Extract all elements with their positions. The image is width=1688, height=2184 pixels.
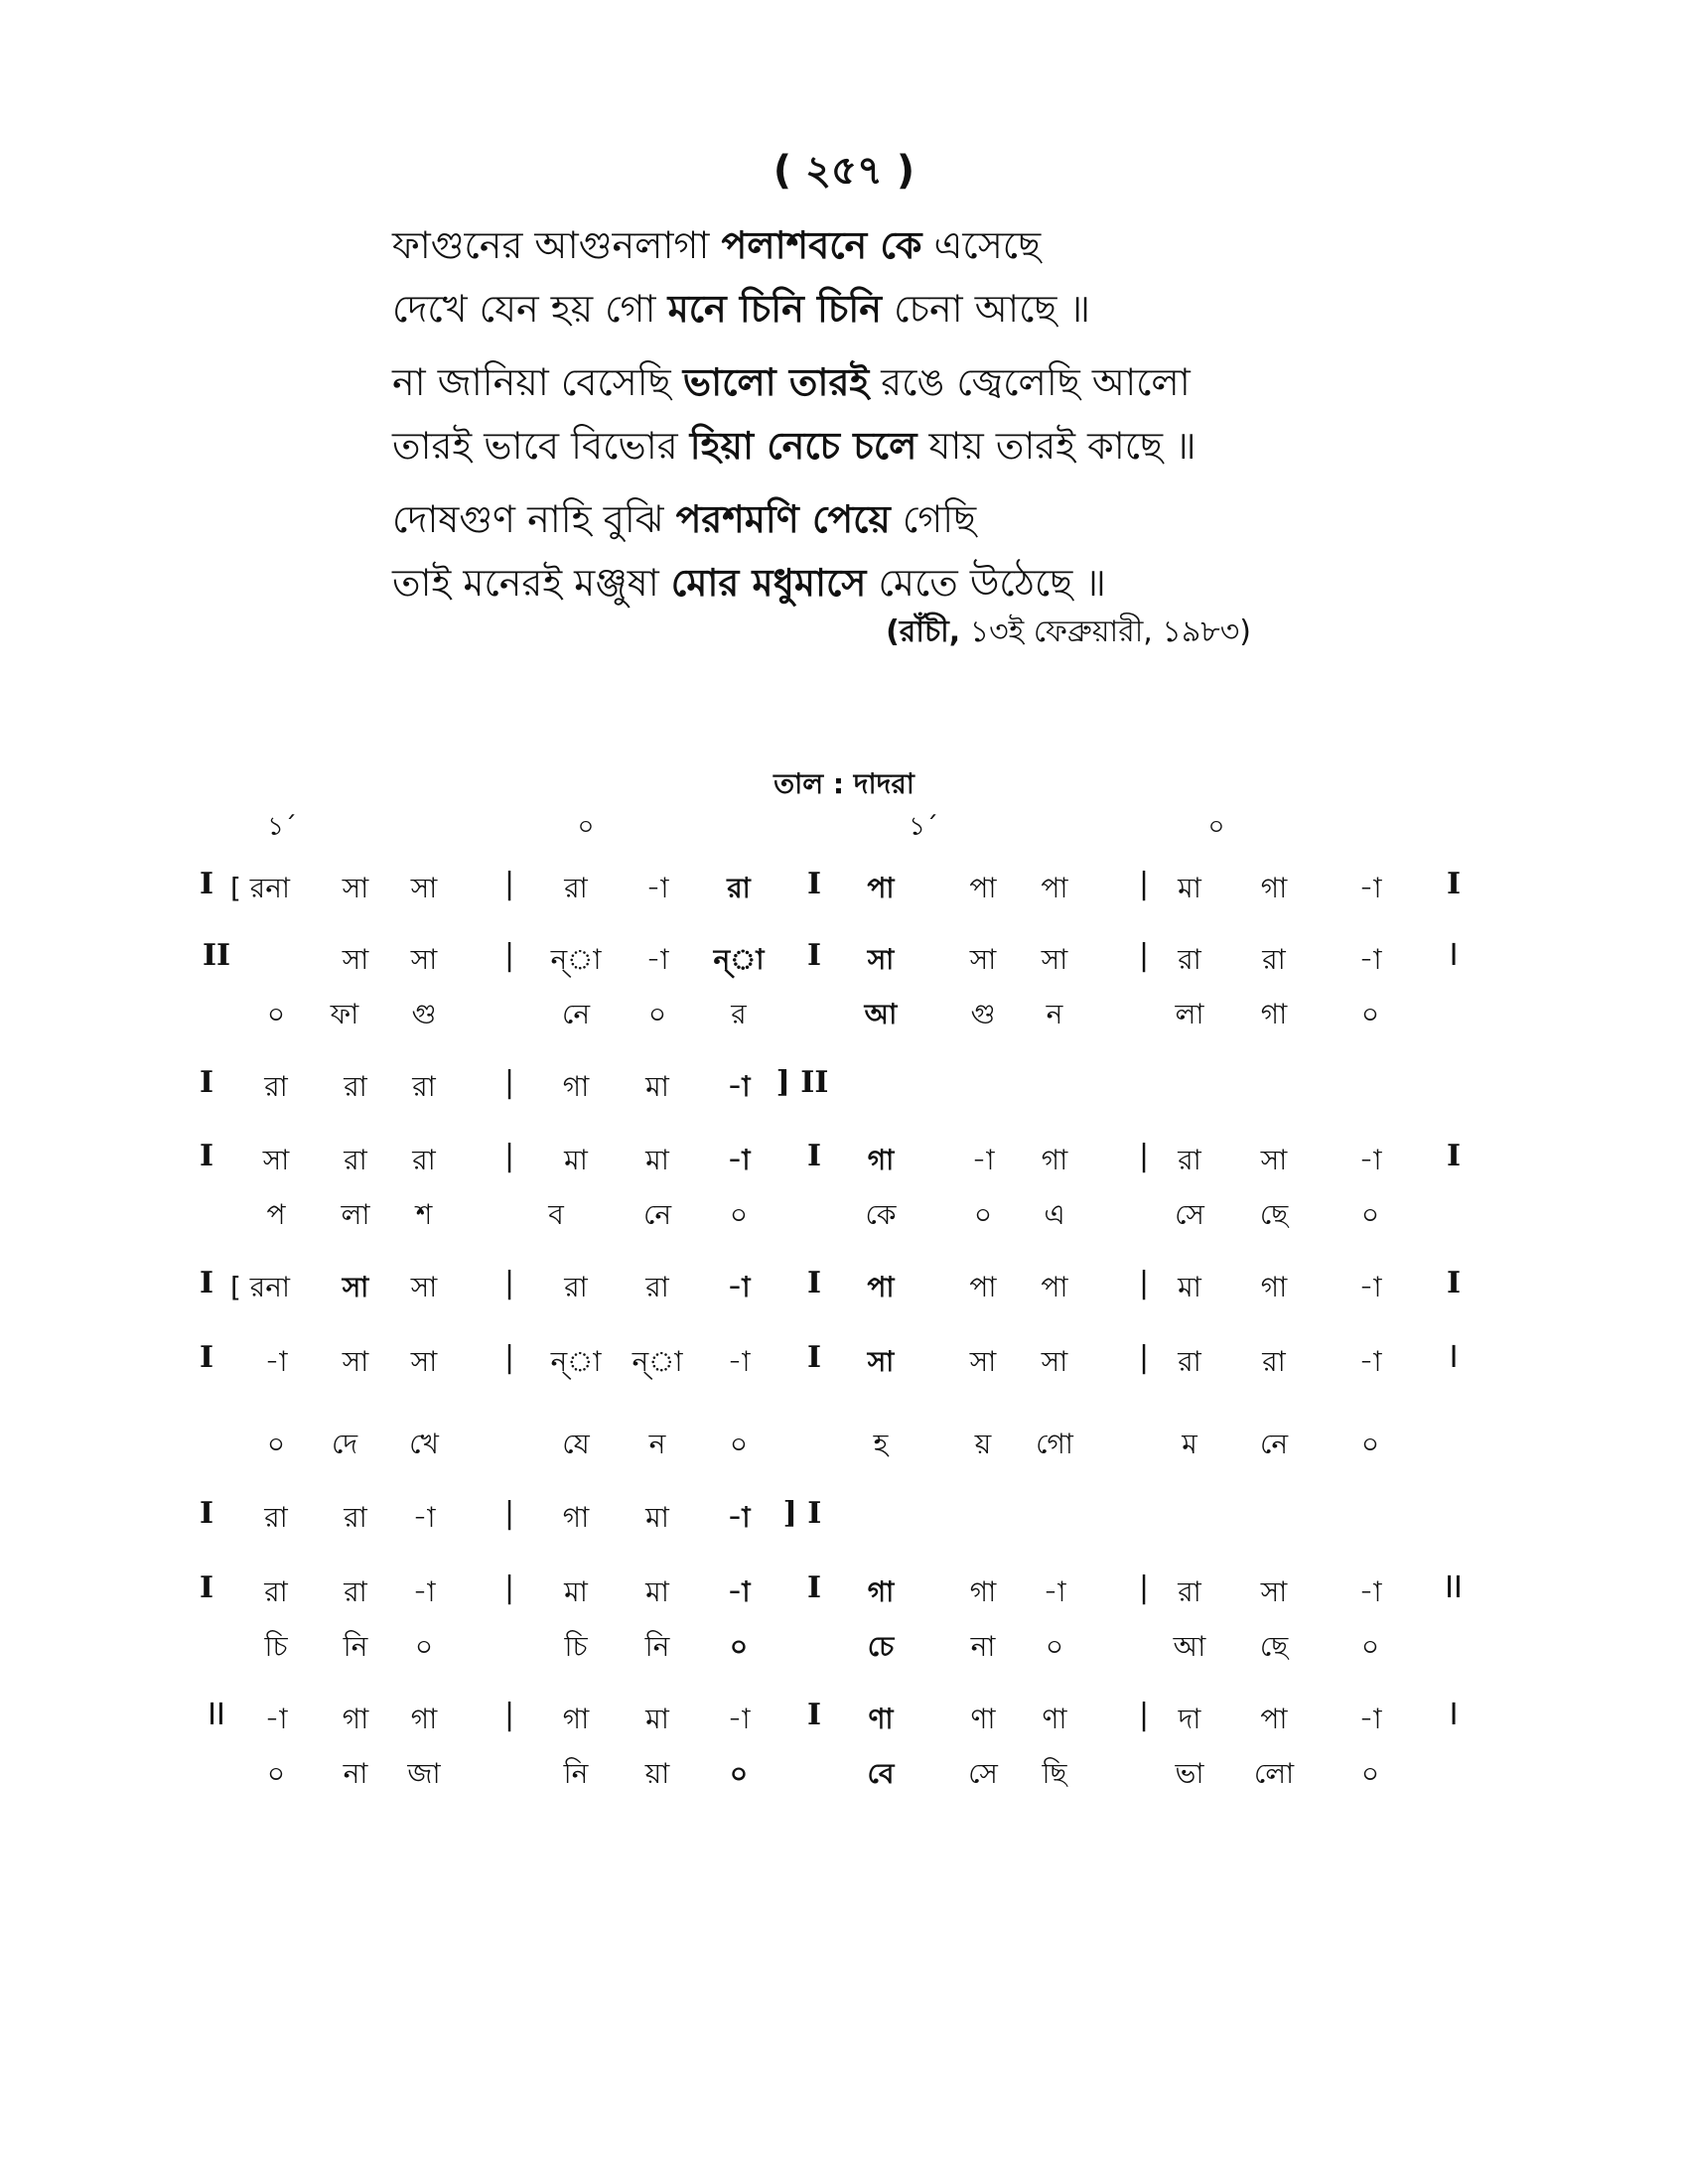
notation-symbol: -া bbox=[727, 1144, 751, 1176]
notation-symbol: গো bbox=[1036, 1428, 1073, 1460]
bar-line: | bbox=[1138, 1570, 1150, 1605]
lyrics-segment: তারই ভাবে বিভোর bbox=[392, 424, 690, 468]
notation-symbol: -া bbox=[645, 872, 669, 904]
notation-symbol: রা bbox=[1178, 943, 1201, 976]
lyrics-segment: মনে চিনি চিনি bbox=[667, 287, 882, 331]
notation-symbol: সা bbox=[342, 943, 369, 976]
notation-symbol: -া bbox=[727, 1501, 751, 1534]
notation-symbol: ণা bbox=[868, 1703, 894, 1735]
bar-line: I bbox=[1449, 938, 1459, 973]
notation-symbol: পা bbox=[1041, 1271, 1068, 1303]
notation-symbol: ন্‌া bbox=[632, 1345, 683, 1378]
notation-symbol: রা bbox=[564, 1271, 588, 1303]
notation-symbol: সা bbox=[1260, 1575, 1288, 1608]
notation-symbol: সে bbox=[968, 1757, 998, 1790]
notation-symbol: মা bbox=[645, 1575, 669, 1608]
bar-line: | bbox=[503, 938, 515, 973]
bar-line: I bbox=[199, 1139, 214, 1173]
notation-symbol: -া bbox=[1358, 1271, 1382, 1303]
notation-symbol: ০ bbox=[1360, 1757, 1380, 1790]
notation-symbol: য়া bbox=[644, 1757, 670, 1790]
notation-symbol: -া bbox=[727, 1070, 751, 1103]
notation-symbol: চি bbox=[564, 1630, 588, 1663]
tala-label: তাল : দাদরা bbox=[774, 767, 914, 800]
lyrics-segment: দোষগুণ নাহি বুঝি bbox=[392, 497, 676, 541]
notation-symbol: সা bbox=[969, 943, 997, 976]
notation-symbol: য় bbox=[974, 1428, 992, 1460]
notation-symbol: ০ bbox=[729, 1198, 749, 1231]
bar-line: | bbox=[503, 1139, 515, 1173]
lyrics-segment: ভালো তারই bbox=[682, 360, 870, 404]
lyrics-segment: মেতে উঠেছে ॥ bbox=[866, 561, 1106, 605]
notation-symbol: সা bbox=[867, 1345, 895, 1378]
bar-line: | bbox=[503, 867, 515, 901]
notation-symbol: নি bbox=[343, 1630, 368, 1663]
notation-symbol: ০ bbox=[973, 1198, 993, 1231]
bar-line: | bbox=[1138, 1139, 1150, 1173]
notation-symbol: ন bbox=[648, 1428, 666, 1460]
notation-symbol: ০ bbox=[729, 1630, 749, 1663]
notation-symbol: সা bbox=[1260, 1144, 1288, 1176]
notation-symbol: ছি bbox=[1042, 1757, 1067, 1790]
notation-symbol: ০ bbox=[414, 1630, 434, 1663]
lyrics-segment: পলাশবনে কে bbox=[721, 223, 922, 267]
notation-symbol: গা bbox=[1041, 1144, 1068, 1176]
lyrics-segment: হিয়া নেচে চলে bbox=[689, 424, 917, 468]
lyrics-segment: যায় তারই কাছে ॥ bbox=[916, 424, 1196, 468]
bar-line: ] II bbox=[775, 1065, 829, 1100]
notation-symbol: -া bbox=[412, 1575, 436, 1608]
notation-symbol: লো bbox=[1253, 1757, 1295, 1790]
bar-line: | bbox=[503, 1570, 515, 1605]
bar-line: | bbox=[1138, 867, 1150, 901]
notation-symbol: গু bbox=[970, 998, 996, 1030]
notation-symbol: চে bbox=[867, 1630, 895, 1663]
notation-symbol: যে bbox=[562, 1428, 590, 1460]
notation-symbol: ন্‌া bbox=[550, 1345, 602, 1378]
notation-symbol: না bbox=[970, 1630, 996, 1663]
notation-symbol: গা bbox=[562, 1501, 590, 1534]
notation-symbol: ব bbox=[548, 1198, 564, 1231]
notation-symbol: ণা bbox=[1042, 1703, 1067, 1735]
notation-symbol: -া bbox=[264, 1345, 288, 1378]
notation-symbol: ০ bbox=[1045, 1630, 1064, 1663]
tala-marker: ০ bbox=[1207, 812, 1225, 842]
bar-line: I bbox=[199, 867, 214, 901]
lyrics-segment: এসেছে bbox=[921, 223, 1042, 267]
notation-symbol: ০ bbox=[1360, 998, 1380, 1030]
notation-symbol: মা bbox=[645, 1070, 669, 1103]
notation-symbol: [ রনা bbox=[229, 1271, 291, 1303]
bar-line: I bbox=[1449, 1340, 1459, 1375]
notation-symbol: কে bbox=[865, 1198, 897, 1231]
lyrics-segment: পরশমণি পেয়ে bbox=[675, 497, 891, 541]
bar-line: | bbox=[503, 1340, 515, 1375]
notation-symbol: না bbox=[343, 1757, 368, 1790]
notation-symbol: ০ bbox=[1360, 1198, 1380, 1231]
notation-symbol: গা bbox=[562, 1070, 590, 1103]
notation-symbol: -া bbox=[1358, 1345, 1382, 1378]
notation-symbol: মা bbox=[645, 1501, 669, 1534]
notation-symbol: সা bbox=[342, 1345, 369, 1378]
bar-line: I bbox=[806, 1139, 822, 1173]
notation-symbol: গা bbox=[1260, 872, 1288, 904]
tala-marker: ১´ bbox=[909, 812, 938, 842]
notation-symbol: গা bbox=[410, 1703, 438, 1735]
notation-symbol: নে bbox=[561, 998, 591, 1030]
notation-symbol: রা bbox=[264, 1575, 288, 1608]
notation-symbol: আ bbox=[1173, 1630, 1206, 1663]
lyrics-segment: চেনা আছে ॥ bbox=[881, 287, 1090, 331]
notation-symbol: -া bbox=[1358, 1703, 1382, 1735]
notation-symbol: নে bbox=[1259, 1428, 1289, 1460]
notation-symbol: গা bbox=[562, 1703, 590, 1735]
bar-line: I bbox=[1446, 1266, 1462, 1300]
notation-symbol: ণা bbox=[970, 1703, 996, 1735]
notation-symbol: -া bbox=[1358, 872, 1382, 904]
bar-line: I bbox=[1446, 867, 1462, 901]
bar-line: I bbox=[806, 867, 822, 901]
notation-symbol: মা bbox=[645, 1144, 669, 1176]
bar-line: | bbox=[1138, 938, 1150, 973]
notation-symbol: পা bbox=[867, 872, 895, 904]
notation-symbol: রা bbox=[344, 1501, 367, 1534]
notation-symbol: ছে bbox=[1259, 1198, 1289, 1231]
notation-symbol: রা bbox=[1262, 1345, 1286, 1378]
notation-symbol: আ bbox=[864, 998, 898, 1030]
composition-place: (রাঁচী, bbox=[886, 614, 961, 649]
notation-symbol: মা bbox=[564, 1144, 588, 1176]
notation-symbol: ন bbox=[1046, 998, 1063, 1030]
notation-symbol: এ bbox=[1044, 1198, 1065, 1231]
notation-symbol: সা bbox=[410, 872, 438, 904]
notation-symbol: সা bbox=[1041, 1345, 1068, 1378]
notation-symbol: গা bbox=[867, 1575, 895, 1608]
notation-symbol: লা bbox=[1175, 998, 1204, 1030]
notation-symbol: ছে bbox=[1259, 1630, 1289, 1663]
notation-symbol: রা bbox=[412, 1144, 436, 1176]
notation-symbol: রা bbox=[344, 1144, 367, 1176]
notation-symbol: গা bbox=[1260, 998, 1288, 1030]
bar-line: | bbox=[1138, 1340, 1150, 1375]
notation-symbol: হ bbox=[873, 1428, 889, 1460]
notation-symbol: -া bbox=[971, 1144, 995, 1176]
notation-symbol: -া bbox=[645, 943, 669, 976]
bar-line: II bbox=[208, 1698, 225, 1732]
bar-line: | bbox=[503, 1065, 515, 1100]
bar-line: I bbox=[1446, 1139, 1462, 1173]
notation-symbol: সা bbox=[342, 872, 369, 904]
bar-line: I bbox=[1449, 1698, 1459, 1732]
notation-symbol: [ রনা bbox=[229, 872, 291, 904]
notation-symbol: সা bbox=[867, 943, 895, 976]
bar-line: I bbox=[199, 1340, 214, 1375]
tala-marker: ১´ bbox=[267, 812, 297, 842]
bar-line: ] I bbox=[782, 1496, 822, 1531]
notation-symbol: ন্‌া bbox=[550, 943, 602, 976]
notation-symbol: -া bbox=[727, 1345, 751, 1378]
notation-symbol: খে bbox=[409, 1428, 439, 1460]
notation-symbol: ভা bbox=[1175, 1757, 1204, 1790]
bar-line: | bbox=[503, 1266, 515, 1300]
notation-symbol: গা bbox=[1260, 1271, 1288, 1303]
bar-line: II bbox=[202, 938, 231, 973]
notation-symbol: মা bbox=[645, 1703, 669, 1735]
notation-symbol: -া bbox=[1043, 1575, 1066, 1608]
notation-symbol: সে bbox=[1175, 1198, 1204, 1231]
notation-symbol: বে bbox=[867, 1757, 895, 1790]
lyrics-segment: দেখে যেন হয় গো bbox=[392, 287, 668, 331]
notation-symbol: রা bbox=[564, 872, 588, 904]
notation-symbol: রা bbox=[1178, 1575, 1201, 1608]
notation-symbol: প bbox=[266, 1198, 286, 1231]
notation-symbol: -া bbox=[1358, 1575, 1382, 1608]
bar-line: I bbox=[806, 938, 822, 973]
notation-symbol: সা bbox=[410, 1271, 438, 1303]
notation-symbol: -া bbox=[727, 1703, 751, 1735]
notation-symbol: সা bbox=[262, 1144, 290, 1176]
notation-symbol: -া bbox=[727, 1271, 751, 1303]
notation-symbol: মা bbox=[1178, 872, 1201, 904]
notation-symbol: রা bbox=[1178, 1345, 1201, 1378]
notation-symbol: ০ bbox=[647, 998, 667, 1030]
notation-symbol: রা bbox=[727, 872, 751, 904]
bar-line: I bbox=[806, 1340, 822, 1375]
notation-symbol: গা bbox=[969, 1575, 997, 1608]
bar-line: I bbox=[199, 1266, 214, 1300]
notation-symbol: রা bbox=[1262, 943, 1286, 976]
lyrics-segment: না জানিয়া বেসেছি bbox=[392, 360, 683, 404]
lyrics-segment: তাই মনেরই মঞ্জুষা bbox=[392, 561, 671, 605]
notation-symbol: সা bbox=[342, 1271, 369, 1303]
bar-line: I bbox=[199, 1570, 214, 1605]
notation-symbol: রা bbox=[1178, 1144, 1201, 1176]
notation-symbol: ম bbox=[1182, 1428, 1197, 1460]
notation-symbol: -া bbox=[1358, 943, 1382, 976]
bar-line: I bbox=[199, 1496, 214, 1531]
page-number: ( ২৫৭ ) bbox=[773, 148, 915, 194]
notation-symbol: নি bbox=[644, 1630, 670, 1663]
bar-line: | bbox=[1138, 1698, 1150, 1732]
tala-marker: ০ bbox=[577, 812, 595, 842]
bar-line: | bbox=[503, 1496, 515, 1531]
notation-symbol: রা bbox=[412, 1070, 436, 1103]
notation-symbol: জা bbox=[407, 1757, 441, 1790]
notation-symbol: ০ bbox=[1360, 1630, 1380, 1663]
notation-symbol: ০ bbox=[1360, 1428, 1380, 1460]
notation-symbol: গা bbox=[867, 1144, 895, 1176]
notation-symbol: নি bbox=[563, 1757, 589, 1790]
notation-symbol: পা bbox=[1041, 872, 1068, 904]
notation-symbol: -া bbox=[1358, 1144, 1382, 1176]
notation-symbol: সা bbox=[410, 943, 438, 976]
notation-symbol: ০ bbox=[729, 1428, 749, 1460]
notation-symbol: -া bbox=[264, 1703, 288, 1735]
notation-symbol: র bbox=[731, 998, 747, 1030]
notation-symbol: রা bbox=[344, 1070, 367, 1103]
bar-line: II bbox=[1445, 1570, 1463, 1605]
notation-symbol: -া bbox=[412, 1501, 436, 1534]
lyrics-segment: রঙে জ্বেলেছি আলো bbox=[869, 360, 1191, 404]
notation-symbol: দে bbox=[331, 1428, 358, 1460]
notation-symbol: সা bbox=[969, 1345, 997, 1378]
lyrics-segment: ফাগুনের আগুনলাগা bbox=[392, 223, 722, 267]
notation-symbol: পা bbox=[1260, 1703, 1288, 1735]
notation-symbol: -া bbox=[727, 1575, 751, 1608]
notation-symbol: লা bbox=[341, 1198, 370, 1231]
notation-symbol: রা bbox=[264, 1501, 288, 1534]
notation-symbol: রা bbox=[645, 1271, 669, 1303]
notation-symbol: ০ bbox=[266, 1757, 286, 1790]
bar-line: I bbox=[806, 1698, 822, 1732]
notation-symbol: ফা bbox=[330, 998, 359, 1030]
lyrics-segment: মোর মধুমাসে bbox=[670, 561, 867, 605]
bar-line: I bbox=[806, 1570, 822, 1605]
notation-symbol: রা bbox=[344, 1575, 367, 1608]
notation-symbol: শ bbox=[415, 1198, 433, 1231]
notation-symbol: মা bbox=[564, 1575, 588, 1608]
notation-symbol: সা bbox=[410, 1345, 438, 1378]
notation-symbol: পা bbox=[969, 872, 997, 904]
notation-symbol: ০ bbox=[266, 998, 286, 1030]
notation-symbol: পা bbox=[969, 1271, 997, 1303]
notation-symbol: নে bbox=[642, 1198, 672, 1231]
notation-symbol: গু bbox=[411, 998, 437, 1030]
bar-line: I bbox=[199, 1065, 214, 1100]
bar-line: | bbox=[1138, 1266, 1150, 1300]
notation-symbol: রা bbox=[264, 1070, 288, 1103]
notation-symbol: পা bbox=[867, 1271, 895, 1303]
notation-symbol: চি bbox=[264, 1630, 288, 1663]
notation-symbol: ০ bbox=[729, 1757, 749, 1790]
notation-symbol: গা bbox=[342, 1703, 369, 1735]
bar-line: I bbox=[806, 1266, 822, 1300]
notation-symbol: ন্‌া bbox=[713, 943, 765, 976]
notation-symbol: ০ bbox=[266, 1428, 286, 1460]
notation-symbol: দা bbox=[1178, 1703, 1201, 1735]
composition-date: ১৩ই ফেব্রুয়ারী, ১৯৮৩) bbox=[960, 614, 1251, 649]
lyrics-segment: গেছি bbox=[890, 497, 977, 541]
notation-symbol: সা bbox=[1041, 943, 1068, 976]
bar-line: | bbox=[503, 1698, 515, 1732]
notation-symbol: মা bbox=[1178, 1271, 1201, 1303]
